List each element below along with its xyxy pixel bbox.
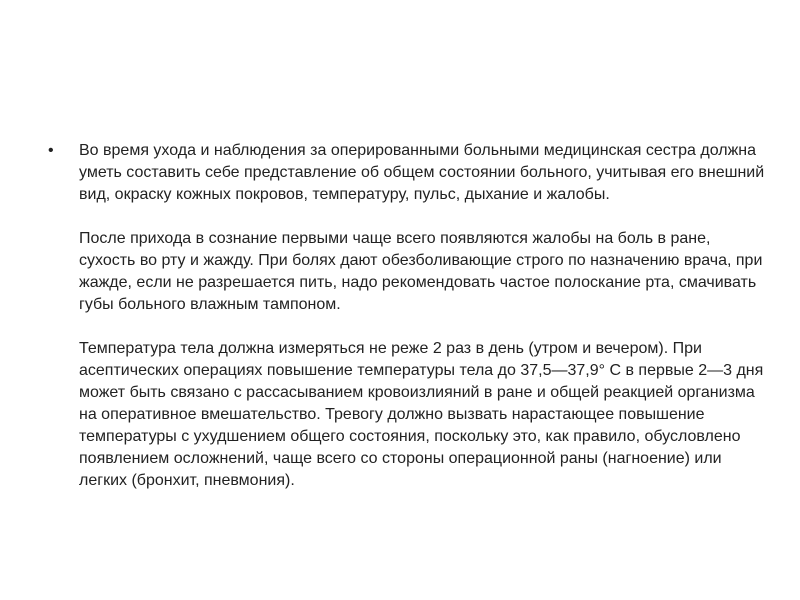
paragraph-complaints: После прихода в сознание первыми чаще всего появляются жалобы на боль в ране, сухость во рту и жажду. При болях дают обезболивающие строго по назначению врача, при жажде, если не разрешается пить, надо рекомендовать частое полоскание рта, смачивать губы больного влажным тампоном. <box>79 230 763 313</box>
paragraph-temperature: Температура тела должна измеряться не реже 2 раз в день (утром и вечером). При асептических операциях повышение температуры тела до 37,5—37,9° С в первые 2—3 дня может быть связано с рассасыванием кровоизлияний в ране и общей реакцией организма на оперативное вмешательство. Тревогу должно вызвать нарастающее повышение температуры с ухудшением общего состояния, поскольку это, как правило, обусловлено появлением осложнений, чаще всего со стороны операционной раны (нагноение) или легких (бронхит, пневмония). <box>79 340 764 489</box>
bullet-marker: • <box>48 142 54 159</box>
bullet-text <box>79 140 768 492</box>
paragraph-general-condition: Во время ухода и наблюдения за оперированными больными медицинская сестра должна уметь составить себе представление об общем состоянии больного, учитывая его внешний вид, окраску кожных покровов, температуру, пульс, дыхание и жалобы. <box>79 142 765 203</box>
bullet-item <box>48 140 768 492</box>
